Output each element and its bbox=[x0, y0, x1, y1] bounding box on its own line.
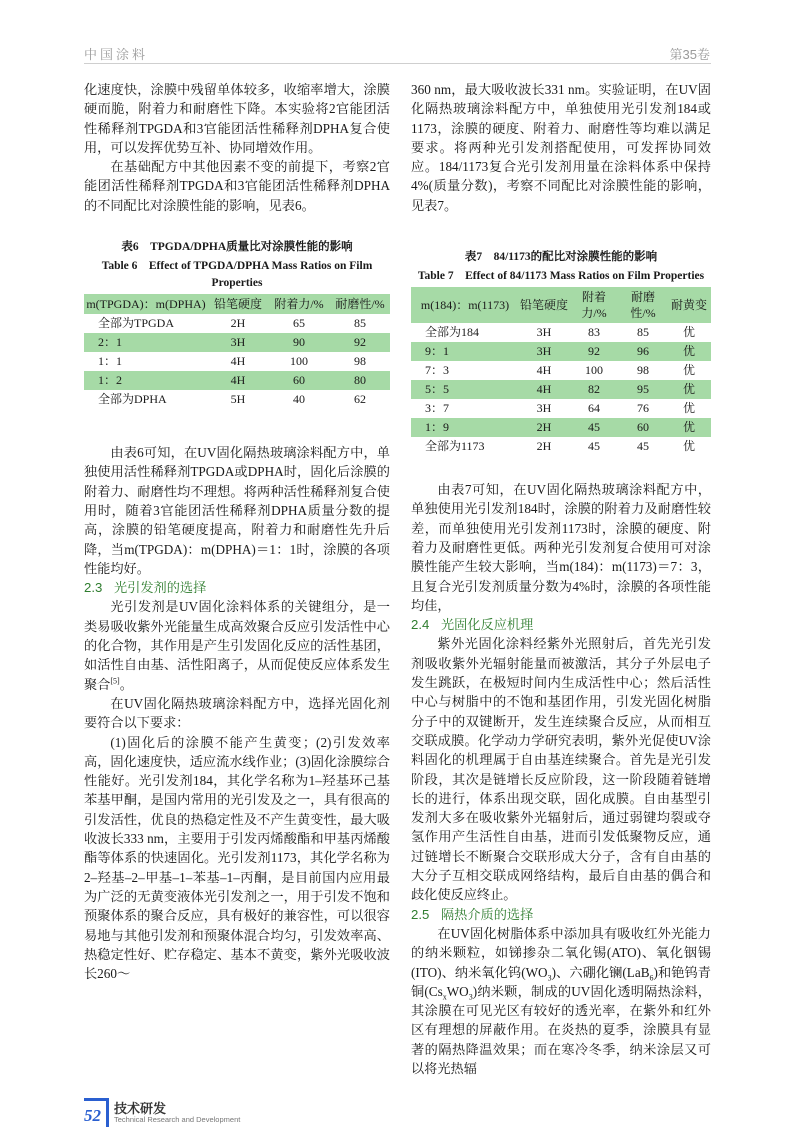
table-6-caption-zh: 表6 TPGDA/DPHA质量比对涂膜性能的影响 bbox=[121, 241, 353, 254]
table-cell: 76 bbox=[637, 401, 649, 416]
left-column-bottom bbox=[84, 443, 390, 983]
table-cell: 2H bbox=[536, 439, 552, 454]
page-body bbox=[84, 0, 711, 1138]
table-cell: 全部为1173 bbox=[425, 439, 485, 454]
column-header: 耐黄变 bbox=[667, 287, 711, 323]
page-number: 52 bbox=[84, 1098, 109, 1127]
text: )纳米颗，制成的UV固化透明隔热涂料，其涂膜在可见光区有较好的透光率，在紫外和红外区有理想的屏蔽作用。在炎热的夏季，涂膜具有显著的隔热降温效果；而在寒冷冬季，纳米涂层又可以将光热辐 bbox=[411, 983, 711, 1076]
table-cell: 100 bbox=[585, 363, 603, 378]
table-cell: 1：2 bbox=[84, 371, 208, 390]
paragraph: 由表7可知，在UV固化隔热玻璃涂料配方中，单独使用光引发剂184时，涂膜的附着力及耐磨性较差，而单独使用光引发剂1173时，涂膜的硬度、附着力及耐磨性更低。两种光引发剂复合使用可对涂膜性能产生较大影响，当m(184)：m(1173)＝7：3，且复合光引发剂质量分数为4%时，涂膜的各项性能均佳， bbox=[411, 482, 711, 613]
paragraph bbox=[411, 924, 711, 1078]
table-row bbox=[411, 342, 711, 361]
table-cell: 60 bbox=[268, 371, 330, 390]
text: 光引发剂是UV固化涂料体系的关键组分，是一类易吸收紫外光能量生成高效聚合反应引发活性中心的化合物，其作用是产生引发固化反应的活性基团，如活性自由基、活性阳离子，从而促使反应体系发生聚合 bbox=[84, 599, 390, 692]
table-row bbox=[84, 371, 390, 390]
text: WO bbox=[446, 983, 469, 999]
table-row bbox=[84, 390, 390, 409]
table-cell: 3：7 bbox=[425, 401, 450, 416]
column-header: 铅笔硬度 bbox=[519, 287, 569, 323]
table-cell: 3H bbox=[519, 342, 569, 361]
column-header: 铅笔硬度 bbox=[208, 294, 268, 314]
table-cell: 92 bbox=[330, 333, 390, 352]
paragraph: (1)固化后的涂膜不能产生黄变；(2)引发效率高，固化速度快，适应流水线作业；(3)固化涂膜综合性能好。光引发剂184，其化学名称为1–羟基环己基苯基甲酮，是国内常用的光引发及之一，具有很高的引发活性，优良的热稳定性及不产生黄变性，最大吸收波长333 nm，主要用于引发丙烯酸酯和甲基丙烯酸酯等体系的快速固化。光引发剂1173，其化学名称为2–羟基–2–甲基–1–苯基–1–丙酮，是目前国内应用最为广泛的无黄变液体光引发剂之一，用于引发不饱和预聚体系的聚合反应，具有极好的兼容性，可以很容易地与其他引发剂和预聚体混合均匀，引发效率高、热稳定性好、贮存稳定、基本不黄变，紫外光吸收波长260～ bbox=[84, 734, 390, 982]
table-cell: 7：3 bbox=[425, 363, 450, 378]
text: )和铯钨青铜(Cs bbox=[411, 964, 711, 999]
table-cell: 45 bbox=[637, 439, 649, 454]
footer-section-en: Technical Research and Development bbox=[114, 1115, 241, 1125]
table-cell: 92 bbox=[569, 342, 619, 361]
table-row bbox=[84, 333, 390, 352]
table-cell: 5H bbox=[230, 392, 246, 407]
paragraph bbox=[84, 597, 390, 693]
column-header: 耐磨性/% bbox=[330, 294, 390, 314]
table-cell: 3H bbox=[536, 401, 552, 416]
table-cell: 优 bbox=[667, 342, 711, 361]
subscript: 3 bbox=[547, 973, 552, 983]
table-cell: 98 bbox=[637, 363, 649, 378]
table-cell: 90 bbox=[268, 333, 330, 352]
table-cell: 1：1 bbox=[98, 354, 123, 369]
section-heading-2-3 bbox=[84, 578, 390, 597]
table-7 bbox=[411, 249, 711, 456]
table-6 bbox=[84, 239, 390, 409]
paragraph: 紫外光固化涂料经紫外光照射后，首先光引发剂吸收紫外光辐射能量而被激活，其分子外层电子发生跳跃，在极短时间内生成活性中心；然后活性中心与树脂中的不饱和基团作用，引发光固化树脂分子中的双键断开，发生连续聚合反应，从而相互交联成膜。化学动力学研究表明，紫外光促使UV涂料固化的机理属于自由基连续聚合。首先是光引发阶段，其次是链增长反应阶段，这一阶段随着链增长的进行，体系出现交联，固化成膜。自由基型引发剂大多在吸收紫外光辐射后，通过弱键均裂或夺氢作用产生活性自由基，进而引发低聚物反应，通过链增长不断聚合交联形成大分子，含有自由基的大分子互相交联成网络结构，最后自由基的偶合和歧化使反应终止。 bbox=[411, 636, 711, 903]
paragraph: 由表6可知，在UV固化隔热玻璃涂料配方中，单独使用活性稀释剂TPGDA或DPHA时，固化后涂膜的附着力、耐磨性均不理想。将两种活性稀释剂复合使用时，随着3官能团活性稀释剂DPHA质量分数的提高，涂膜的铅笔硬度提高，附着力和耐磨性先升后降，当m(TPGDA)：m(DPHA)＝1：1时，涂膜的各项性能均好。 bbox=[84, 445, 390, 576]
column-header: m(TPGDA)：m(DPHA) bbox=[84, 294, 208, 314]
table-cell: 85 bbox=[354, 316, 366, 331]
journal-name: 中国涂料 bbox=[84, 47, 149, 62]
table-cell: 优 bbox=[682, 325, 695, 340]
table-cell: 1：9 bbox=[411, 418, 519, 437]
citation-ref: [5] bbox=[110, 676, 120, 686]
table-cell: 80 bbox=[330, 371, 390, 390]
table-cell: 4H bbox=[536, 363, 552, 378]
table-cell: 2：1 bbox=[84, 333, 208, 352]
text: )、六硼化镧(LaB bbox=[551, 964, 650, 980]
subscript: x bbox=[442, 992, 447, 1002]
table-cell: 64 bbox=[588, 401, 600, 416]
table-cell: 2H bbox=[519, 418, 569, 437]
table-cell: 40 bbox=[293, 392, 305, 407]
two-column-layout bbox=[84, 80, 711, 1078]
table-cell: 96 bbox=[619, 342, 667, 361]
table-cell: 全部为DPHA bbox=[98, 392, 167, 407]
table-row bbox=[84, 314, 390, 333]
table-6-caption-en: Table 6 Effect of TPGDA/DPHA Mass Ratios on Film Properties bbox=[101, 260, 373, 290]
table-cell: 95 bbox=[619, 380, 667, 399]
volume-label: 第35卷 bbox=[669, 47, 710, 62]
section-title: 隔热介质的选择 bbox=[441, 906, 534, 922]
table-row bbox=[411, 418, 711, 437]
table-cell: 4H bbox=[519, 380, 569, 399]
table-row bbox=[411, 399, 711, 418]
footer bbox=[84, 1098, 711, 1138]
table-cell: 3H bbox=[208, 333, 268, 352]
section-number: 2.3 bbox=[84, 580, 103, 596]
paragraph: 在UV固化隔热玻璃涂料配方中，选择光固化剂要符合以下要求： bbox=[84, 695, 390, 731]
table-cell: 优 bbox=[682, 363, 695, 378]
table-cell: 优 bbox=[667, 418, 711, 437]
table-cell: 3H bbox=[536, 325, 552, 340]
table-cell: 优 bbox=[667, 380, 711, 399]
column-header: 附着力/% bbox=[569, 287, 619, 323]
table-cell: 4H bbox=[230, 354, 246, 369]
table-cell: 62 bbox=[354, 392, 366, 407]
column-header: 耐磨性/% bbox=[619, 287, 667, 323]
footer-section-zh: 技术研发 bbox=[114, 1101, 167, 1117]
table-cell: 全部为TPGDA bbox=[98, 316, 175, 331]
table-row bbox=[411, 380, 711, 399]
table-cell: 100 bbox=[290, 354, 308, 369]
table-cell: 83 bbox=[588, 325, 600, 340]
left-column bbox=[84, 80, 390, 983]
table-cell: 45 bbox=[569, 418, 619, 437]
table-7-caption-zh: 表7 84/1173的配比对涂膜性能的影响 bbox=[464, 251, 658, 264]
table-cell: 全部为184 bbox=[425, 325, 480, 340]
section-title: 光固化反应机理 bbox=[441, 617, 534, 633]
paragraph: 360 nm，最大吸收波长331 nm。实验证明，在UV固化隔热玻璃涂料配方中，单独使用光引发剂184或1173，涂膜的硬度、附着力、耐磨性等均难以满足要求。将两种光引发剂搭配使用，可发挥协同效应。184/1173复合光引发剂用量在涂料体系中保持4%(质量分数)，考察不同配比对涂膜性能的影响，见表7。 bbox=[411, 82, 711, 213]
table-cell: 85 bbox=[637, 325, 649, 340]
table-7-caption-en: Table 7 Effect of 84/1173 Mass Ratios on Film Properties bbox=[417, 270, 705, 283]
right-column-bottom bbox=[411, 480, 711, 1078]
table-row bbox=[411, 437, 711, 456]
right-column bbox=[411, 80, 711, 1078]
table-cell: 45 bbox=[588, 439, 600, 454]
text: 在UV固化树脂体系中添加具有吸收红外光能力的纳米颗粒，如锑掺杂二氧化锡(ATO)、氧化铟锡(ITO)、纳米氧化钨(WO bbox=[411, 925, 711, 980]
table-row bbox=[84, 352, 390, 371]
section-title: 光引发剂的选择 bbox=[114, 580, 207, 596]
table-row bbox=[411, 361, 711, 380]
table-cell: 82 bbox=[569, 380, 619, 399]
column-header: m(184)：m(1173) bbox=[411, 287, 519, 323]
table-row bbox=[411, 323, 711, 342]
table-cell: 98 bbox=[354, 354, 366, 369]
subscript: 6 bbox=[649, 973, 654, 983]
right-column-top bbox=[411, 80, 711, 215]
table-cell: 4H bbox=[208, 371, 268, 390]
table-cell: 优 bbox=[682, 401, 695, 416]
paragraph: 在基础配方中其他因素不变的前提下，考察2官能团活性稀释剂TPGDA和3官能团活性稀释剂DPHA的不同配比对涂膜性能的影响，见表6。 bbox=[84, 159, 390, 213]
subscript: 3 bbox=[468, 992, 473, 1002]
paragraph: 化速度快，涂膜中残留单体较多，收缩率增大，涂膜硬而脆，附着力和耐磨性下降。本实验将2官能团活性稀释剂TPGDA和3官能团活性稀释剂DPHA复合使用，可以发挥优势互补、协同增效作用。 bbox=[84, 82, 390, 155]
section-heading-2-4 bbox=[411, 615, 711, 634]
section-heading-2-5 bbox=[411, 905, 711, 924]
table-cell: 9：1 bbox=[411, 342, 519, 361]
table-cell: 2H bbox=[230, 316, 246, 331]
left-column-top bbox=[84, 80, 390, 215]
table-cell: 65 bbox=[293, 316, 305, 331]
section-number: 2.5 bbox=[411, 906, 430, 922]
table-cell: 5：5 bbox=[411, 380, 519, 399]
column-header: 附着力/% bbox=[268, 294, 330, 314]
table-cell: 60 bbox=[619, 418, 667, 437]
table-cell: 优 bbox=[682, 439, 695, 454]
section-number: 2.4 bbox=[411, 617, 430, 633]
text: 。 bbox=[119, 676, 133, 692]
